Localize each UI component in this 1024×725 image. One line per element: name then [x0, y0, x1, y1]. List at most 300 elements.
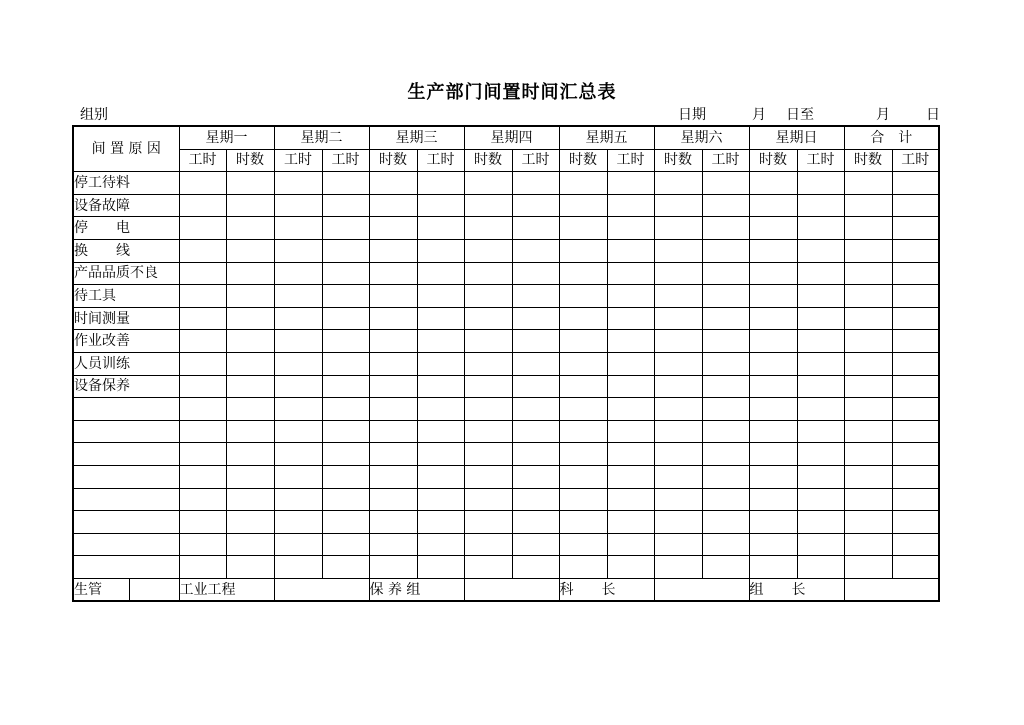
- data-cell[interactable]: [417, 443, 464, 466]
- data-cell[interactable]: [844, 375, 892, 398]
- data-cell[interactable]: [892, 239, 939, 262]
- data-cell[interactable]: [464, 194, 512, 217]
- data-cell[interactable]: [797, 262, 844, 285]
- data-cell[interactable]: [654, 420, 702, 443]
- data-cell[interactable]: [512, 352, 559, 375]
- data-cell[interactable]: [844, 217, 892, 240]
- data-cell[interactable]: [654, 488, 702, 511]
- data-cell[interactable]: [844, 511, 892, 534]
- data-cell[interactable]: [844, 307, 892, 330]
- data-cell[interactable]: [702, 556, 749, 579]
- data-cell[interactable]: [797, 352, 844, 375]
- data-cell[interactable]: [797, 488, 844, 511]
- data-cell[interactable]: [749, 330, 797, 353]
- data-cell[interactable]: [797, 556, 844, 579]
- table-row: [73, 239, 939, 262]
- data-cell[interactable]: [226, 465, 274, 488]
- sheng-guan-signature[interactable]: [129, 578, 179, 601]
- data-cell[interactable]: [274, 239, 322, 262]
- data-cell[interactable]: [749, 285, 797, 308]
- data-cell[interactable]: [369, 285, 417, 308]
- data-cell[interactable]: [749, 398, 797, 421]
- data-cell[interactable]: [607, 239, 654, 262]
- data-cell[interactable]: [322, 556, 369, 579]
- data-cell[interactable]: [512, 307, 559, 330]
- data-cell[interactable]: [797, 217, 844, 240]
- data-cell[interactable]: [512, 420, 559, 443]
- data-cell[interactable]: [512, 533, 559, 556]
- data-cell[interactable]: [654, 352, 702, 375]
- data-cell[interactable]: [226, 239, 274, 262]
- data-cell[interactable]: [607, 443, 654, 466]
- data-cell[interactable]: [512, 285, 559, 308]
- data-cell[interactable]: [322, 217, 369, 240]
- data-cell[interactable]: [559, 194, 607, 217]
- data-cell[interactable]: [226, 172, 274, 195]
- data-cell[interactable]: [844, 239, 892, 262]
- data-cell[interactable]: [702, 488, 749, 511]
- data-cell[interactable]: [844, 556, 892, 579]
- data-cell[interactable]: [892, 262, 939, 285]
- data-cell[interactable]: [797, 330, 844, 353]
- data-cell[interactable]: [274, 375, 322, 398]
- data-cell[interactable]: [512, 398, 559, 421]
- section-chief-signature[interactable]: [654, 578, 749, 601]
- data-cell[interactable]: [512, 443, 559, 466]
- data-cell[interactable]: [607, 533, 654, 556]
- data-cell[interactable]: [844, 398, 892, 421]
- data-cell[interactable]: [322, 488, 369, 511]
- data-cell[interactable]: [417, 511, 464, 534]
- data-cell[interactable]: [607, 352, 654, 375]
- data-cell[interactable]: [654, 533, 702, 556]
- data-cell[interactable]: [654, 398, 702, 421]
- data-cell[interactable]: [797, 172, 844, 195]
- data-cell[interactable]: [464, 217, 512, 240]
- table-row: [73, 443, 939, 466]
- data-cell[interactable]: [274, 330, 322, 353]
- data-cell[interactable]: [797, 511, 844, 534]
- data-cell[interactable]: [464, 398, 512, 421]
- data-cell[interactable]: [369, 556, 417, 579]
- data-cell[interactable]: [654, 194, 702, 217]
- data-cell[interactable]: [702, 398, 749, 421]
- data-cell[interactable]: [274, 533, 322, 556]
- maintenance-group-signature[interactable]: [464, 578, 559, 601]
- data-cell[interactable]: [369, 465, 417, 488]
- data-cell[interactable]: [797, 375, 844, 398]
- data-cell[interactable]: [417, 556, 464, 579]
- data-cell[interactable]: [512, 511, 559, 534]
- data-cell[interactable]: [559, 239, 607, 262]
- data-cell[interactable]: [512, 194, 559, 217]
- data-cell[interactable]: [559, 443, 607, 466]
- data-cell[interactable]: [559, 262, 607, 285]
- data-cell[interactable]: [892, 556, 939, 579]
- data-cell[interactable]: [464, 172, 512, 195]
- data-cell[interactable]: [226, 375, 274, 398]
- data-cell[interactable]: [274, 465, 322, 488]
- data-cell[interactable]: [274, 556, 322, 579]
- data-cell[interactable]: [274, 285, 322, 308]
- data-cell[interactable]: [607, 488, 654, 511]
- data-cell[interactable]: [179, 307, 226, 330]
- data-cell[interactable]: [226, 330, 274, 353]
- data-cell[interactable]: [607, 398, 654, 421]
- group-leader-signature[interactable]: [844, 578, 939, 601]
- data-cell[interactable]: [892, 420, 939, 443]
- data-cell[interactable]: [322, 262, 369, 285]
- data-cell[interactable]: [512, 239, 559, 262]
- data-cell[interactable]: [417, 172, 464, 195]
- data-cell[interactable]: [844, 533, 892, 556]
- data-cell[interactable]: [322, 533, 369, 556]
- data-cell[interactable]: [749, 533, 797, 556]
- data-cell[interactable]: [322, 443, 369, 466]
- data-cell[interactable]: [464, 307, 512, 330]
- data-cell[interactable]: [797, 420, 844, 443]
- data-cell[interactable]: [654, 511, 702, 534]
- data-cell[interactable]: [702, 533, 749, 556]
- data-cell[interactable]: [797, 239, 844, 262]
- data-cell[interactable]: [179, 443, 226, 466]
- data-cell[interactable]: [417, 420, 464, 443]
- data-cell[interactable]: [512, 488, 559, 511]
- data-cell[interactable]: [654, 285, 702, 308]
- data-cell[interactable]: [179, 194, 226, 217]
- data-cell[interactable]: [607, 262, 654, 285]
- data-cell[interactable]: [274, 420, 322, 443]
- data-cell[interactable]: [654, 262, 702, 285]
- data-cell[interactable]: [417, 217, 464, 240]
- data-cell[interactable]: [417, 307, 464, 330]
- data-cell[interactable]: [369, 239, 417, 262]
- data-cell[interactable]: [369, 420, 417, 443]
- data-cell[interactable]: [654, 239, 702, 262]
- data-cell[interactable]: [702, 172, 749, 195]
- data-cell[interactable]: [749, 465, 797, 488]
- data-cell[interactable]: [417, 398, 464, 421]
- data-cell[interactable]: [369, 330, 417, 353]
- data-cell[interactable]: [844, 172, 892, 195]
- data-cell[interactable]: [654, 556, 702, 579]
- data-cell[interactable]: [464, 352, 512, 375]
- data-cell[interactable]: [844, 194, 892, 217]
- data-cell[interactable]: [749, 194, 797, 217]
- data-cell[interactable]: [654, 443, 702, 466]
- data-cell[interactable]: [179, 465, 226, 488]
- data-cell[interactable]: [702, 239, 749, 262]
- data-cell[interactable]: [702, 465, 749, 488]
- data-cell[interactable]: [464, 375, 512, 398]
- data-cell[interactable]: [464, 511, 512, 534]
- data-cell[interactable]: [274, 488, 322, 511]
- data-cell[interactable]: [322, 375, 369, 398]
- data-cell[interactable]: [464, 285, 512, 308]
- data-cell[interactable]: [274, 511, 322, 534]
- summary-table: [72, 125, 940, 602]
- data-cell[interactable]: [512, 375, 559, 398]
- data-cell[interactable]: [369, 172, 417, 195]
- data-cell[interactable]: [844, 465, 892, 488]
- data-cell[interactable]: [417, 352, 464, 375]
- data-cell[interactable]: [749, 262, 797, 285]
- data-cell[interactable]: [844, 488, 892, 511]
- data-cell[interactable]: [464, 330, 512, 353]
- data-cell[interactable]: [892, 352, 939, 375]
- data-cell[interactable]: [179, 533, 226, 556]
- data-cell[interactable]: [417, 239, 464, 262]
- data-cell[interactable]: [274, 217, 322, 240]
- data-cell[interactable]: [226, 217, 274, 240]
- data-cell[interactable]: [369, 307, 417, 330]
- data-cell[interactable]: [274, 443, 322, 466]
- data-cell[interactable]: [607, 285, 654, 308]
- data-cell[interactable]: [749, 375, 797, 398]
- data-cell[interactable]: [844, 352, 892, 375]
- data-cell[interactable]: [892, 307, 939, 330]
- data-cell[interactable]: [559, 465, 607, 488]
- data-cell[interactable]: [417, 262, 464, 285]
- data-cell[interactable]: [559, 420, 607, 443]
- data-cell[interactable]: [274, 194, 322, 217]
- data-cell[interactable]: [892, 511, 939, 534]
- data-cell[interactable]: [322, 511, 369, 534]
- data-cell[interactable]: [417, 375, 464, 398]
- data-cell[interactable]: [226, 194, 274, 217]
- data-cell[interactable]: [464, 488, 512, 511]
- data-cell[interactable]: [417, 488, 464, 511]
- table-row: [73, 330, 939, 353]
- data-cell[interactable]: [607, 172, 654, 195]
- data-cell[interactable]: [559, 533, 607, 556]
- data-cell[interactable]: [797, 307, 844, 330]
- data-cell[interactable]: [702, 352, 749, 375]
- data-cell[interactable]: [892, 443, 939, 466]
- data-cell[interactable]: [892, 533, 939, 556]
- data-cell[interactable]: [797, 533, 844, 556]
- data-cell[interactable]: [226, 307, 274, 330]
- data-cell[interactable]: [559, 488, 607, 511]
- data-cell[interactable]: [749, 352, 797, 375]
- data-cell[interactable]: [702, 420, 749, 443]
- data-cell[interactable]: [179, 239, 226, 262]
- data-cell[interactable]: [892, 398, 939, 421]
- data-cell[interactable]: [179, 511, 226, 534]
- data-cell[interactable]: [559, 172, 607, 195]
- data-cell[interactable]: [844, 420, 892, 443]
- data-cell[interactable]: [654, 375, 702, 398]
- data-cell[interactable]: [892, 285, 939, 308]
- data-cell[interactable]: [464, 533, 512, 556]
- data-cell[interactable]: [797, 443, 844, 466]
- data-cell[interactable]: [464, 556, 512, 579]
- data-cell[interactable]: [749, 217, 797, 240]
- data-cell[interactable]: [226, 488, 274, 511]
- data-cell[interactable]: [702, 443, 749, 466]
- data-cell[interactable]: [274, 352, 322, 375]
- data-cell[interactable]: [654, 172, 702, 195]
- data-cell[interactable]: [749, 307, 797, 330]
- data-cell[interactable]: [322, 420, 369, 443]
- data-cell[interactable]: [844, 285, 892, 308]
- data-cell[interactable]: [417, 533, 464, 556]
- data-cell[interactable]: [607, 217, 654, 240]
- data-cell[interactable]: [322, 194, 369, 217]
- data-cell[interactable]: [702, 217, 749, 240]
- data-cell[interactable]: [892, 194, 939, 217]
- data-cell[interactable]: [179, 398, 226, 421]
- data-cell[interactable]: [322, 465, 369, 488]
- data-cell[interactable]: [179, 217, 226, 240]
- data-cell[interactable]: [702, 330, 749, 353]
- data-cell[interactable]: [226, 420, 274, 443]
- data-cell[interactable]: [179, 262, 226, 285]
- data-cell[interactable]: [607, 556, 654, 579]
- data-cell[interactable]: [797, 465, 844, 488]
- data-cell[interactable]: [844, 443, 892, 466]
- data-cell[interactable]: [654, 307, 702, 330]
- data-cell[interactable]: [226, 398, 274, 421]
- data-cell[interactable]: [417, 330, 464, 353]
- data-cell[interactable]: [892, 488, 939, 511]
- data-cell[interactable]: [797, 194, 844, 217]
- data-cell[interactable]: [226, 533, 274, 556]
- data-cell[interactable]: [179, 375, 226, 398]
- data-cell[interactable]: [369, 217, 417, 240]
- data-cell[interactable]: [512, 465, 559, 488]
- data-cell[interactable]: [464, 239, 512, 262]
- data-cell[interactable]: [179, 420, 226, 443]
- data-cell[interactable]: [274, 398, 322, 421]
- data-cell[interactable]: [607, 307, 654, 330]
- data-cell[interactable]: [179, 172, 226, 195]
- data-cell[interactable]: [607, 330, 654, 353]
- data-cell[interactable]: [512, 556, 559, 579]
- data-cell[interactable]: [892, 217, 939, 240]
- data-cell[interactable]: [226, 352, 274, 375]
- data-cell[interactable]: [417, 194, 464, 217]
- industrial-engineering-signature[interactable]: [274, 578, 369, 601]
- data-cell[interactable]: [512, 330, 559, 353]
- data-cell[interactable]: [322, 172, 369, 195]
- data-cell[interactable]: [369, 352, 417, 375]
- data-cell[interactable]: [559, 375, 607, 398]
- data-cell[interactable]: [369, 488, 417, 511]
- data-cell[interactable]: [559, 398, 607, 421]
- data-cell[interactable]: [464, 465, 512, 488]
- data-cell[interactable]: [797, 398, 844, 421]
- data-cell[interactable]: [892, 375, 939, 398]
- data-cell[interactable]: [417, 465, 464, 488]
- data-cell[interactable]: [322, 330, 369, 353]
- data-cell[interactable]: [322, 398, 369, 421]
- data-cell[interactable]: [464, 420, 512, 443]
- data-cell[interactable]: [702, 262, 749, 285]
- data-cell[interactable]: [749, 443, 797, 466]
- data-cell[interactable]: [702, 307, 749, 330]
- data-cell[interactable]: [369, 398, 417, 421]
- data-cell[interactable]: [702, 375, 749, 398]
- data-cell[interactable]: [654, 330, 702, 353]
- data-cell[interactable]: [559, 511, 607, 534]
- data-cell[interactable]: [369, 194, 417, 217]
- data-cell[interactable]: [274, 172, 322, 195]
- data-cell[interactable]: [892, 330, 939, 353]
- data-cell[interactable]: [226, 285, 274, 308]
- data-cell[interactable]: [512, 217, 559, 240]
- data-cell[interactable]: [892, 465, 939, 488]
- data-cell[interactable]: [322, 352, 369, 375]
- sub-header: 工时: [702, 149, 749, 172]
- data-cell[interactable]: [559, 307, 607, 330]
- data-cell[interactable]: [607, 465, 654, 488]
- data-cell[interactable]: [274, 262, 322, 285]
- data-cell[interactable]: [369, 443, 417, 466]
- data-cell[interactable]: [844, 262, 892, 285]
- data-cell[interactable]: [179, 488, 226, 511]
- data-cell[interactable]: [464, 262, 512, 285]
- data-cell[interactable]: [369, 262, 417, 285]
- data-cell[interactable]: [369, 375, 417, 398]
- data-cell[interactable]: [749, 172, 797, 195]
- data-cell[interactable]: [512, 172, 559, 195]
- data-cell[interactable]: [179, 285, 226, 308]
- data-cell[interactable]: [607, 375, 654, 398]
- data-cell[interactable]: [226, 443, 274, 466]
- data-cell[interactable]: [844, 330, 892, 353]
- reason-label: [73, 443, 179, 466]
- data-cell[interactable]: [322, 285, 369, 308]
- data-cell[interactable]: [512, 262, 559, 285]
- data-cell[interactable]: [179, 352, 226, 375]
- data-cell[interactable]: [749, 488, 797, 511]
- data-cell[interactable]: [559, 217, 607, 240]
- data-cell[interactable]: [226, 556, 274, 579]
- data-cell[interactable]: [559, 352, 607, 375]
- data-cell[interactable]: [559, 556, 607, 579]
- data-cell[interactable]: [226, 511, 274, 534]
- data-cell[interactable]: [749, 511, 797, 534]
- data-cell[interactable]: [274, 307, 322, 330]
- data-cell[interactable]: [226, 262, 274, 285]
- data-cell[interactable]: [322, 239, 369, 262]
- data-cell[interactable]: [749, 420, 797, 443]
- data-cell[interactable]: [369, 533, 417, 556]
- data-cell[interactable]: [179, 556, 226, 579]
- data-cell[interactable]: [607, 420, 654, 443]
- data-cell[interactable]: [559, 285, 607, 308]
- data-cell[interactable]: [464, 443, 512, 466]
- data-cell[interactable]: [559, 330, 607, 353]
- data-cell[interactable]: [417, 285, 464, 308]
- data-cell[interactable]: [322, 307, 369, 330]
- data-cell[interactable]: [702, 194, 749, 217]
- data-cell[interactable]: [369, 511, 417, 534]
- data-cell[interactable]: [654, 217, 702, 240]
- data-cell[interactable]: [702, 511, 749, 534]
- data-cell[interactable]: [797, 285, 844, 308]
- data-cell[interactable]: [179, 330, 226, 353]
- data-cell[interactable]: [749, 239, 797, 262]
- data-cell[interactable]: [702, 285, 749, 308]
- data-cell[interactable]: [892, 172, 939, 195]
- data-cell[interactable]: [607, 511, 654, 534]
- data-cell[interactable]: [607, 194, 654, 217]
- data-cell[interactable]: [749, 556, 797, 579]
- data-cell[interactable]: [654, 465, 702, 488]
- sub-header: 时数: [654, 149, 702, 172]
